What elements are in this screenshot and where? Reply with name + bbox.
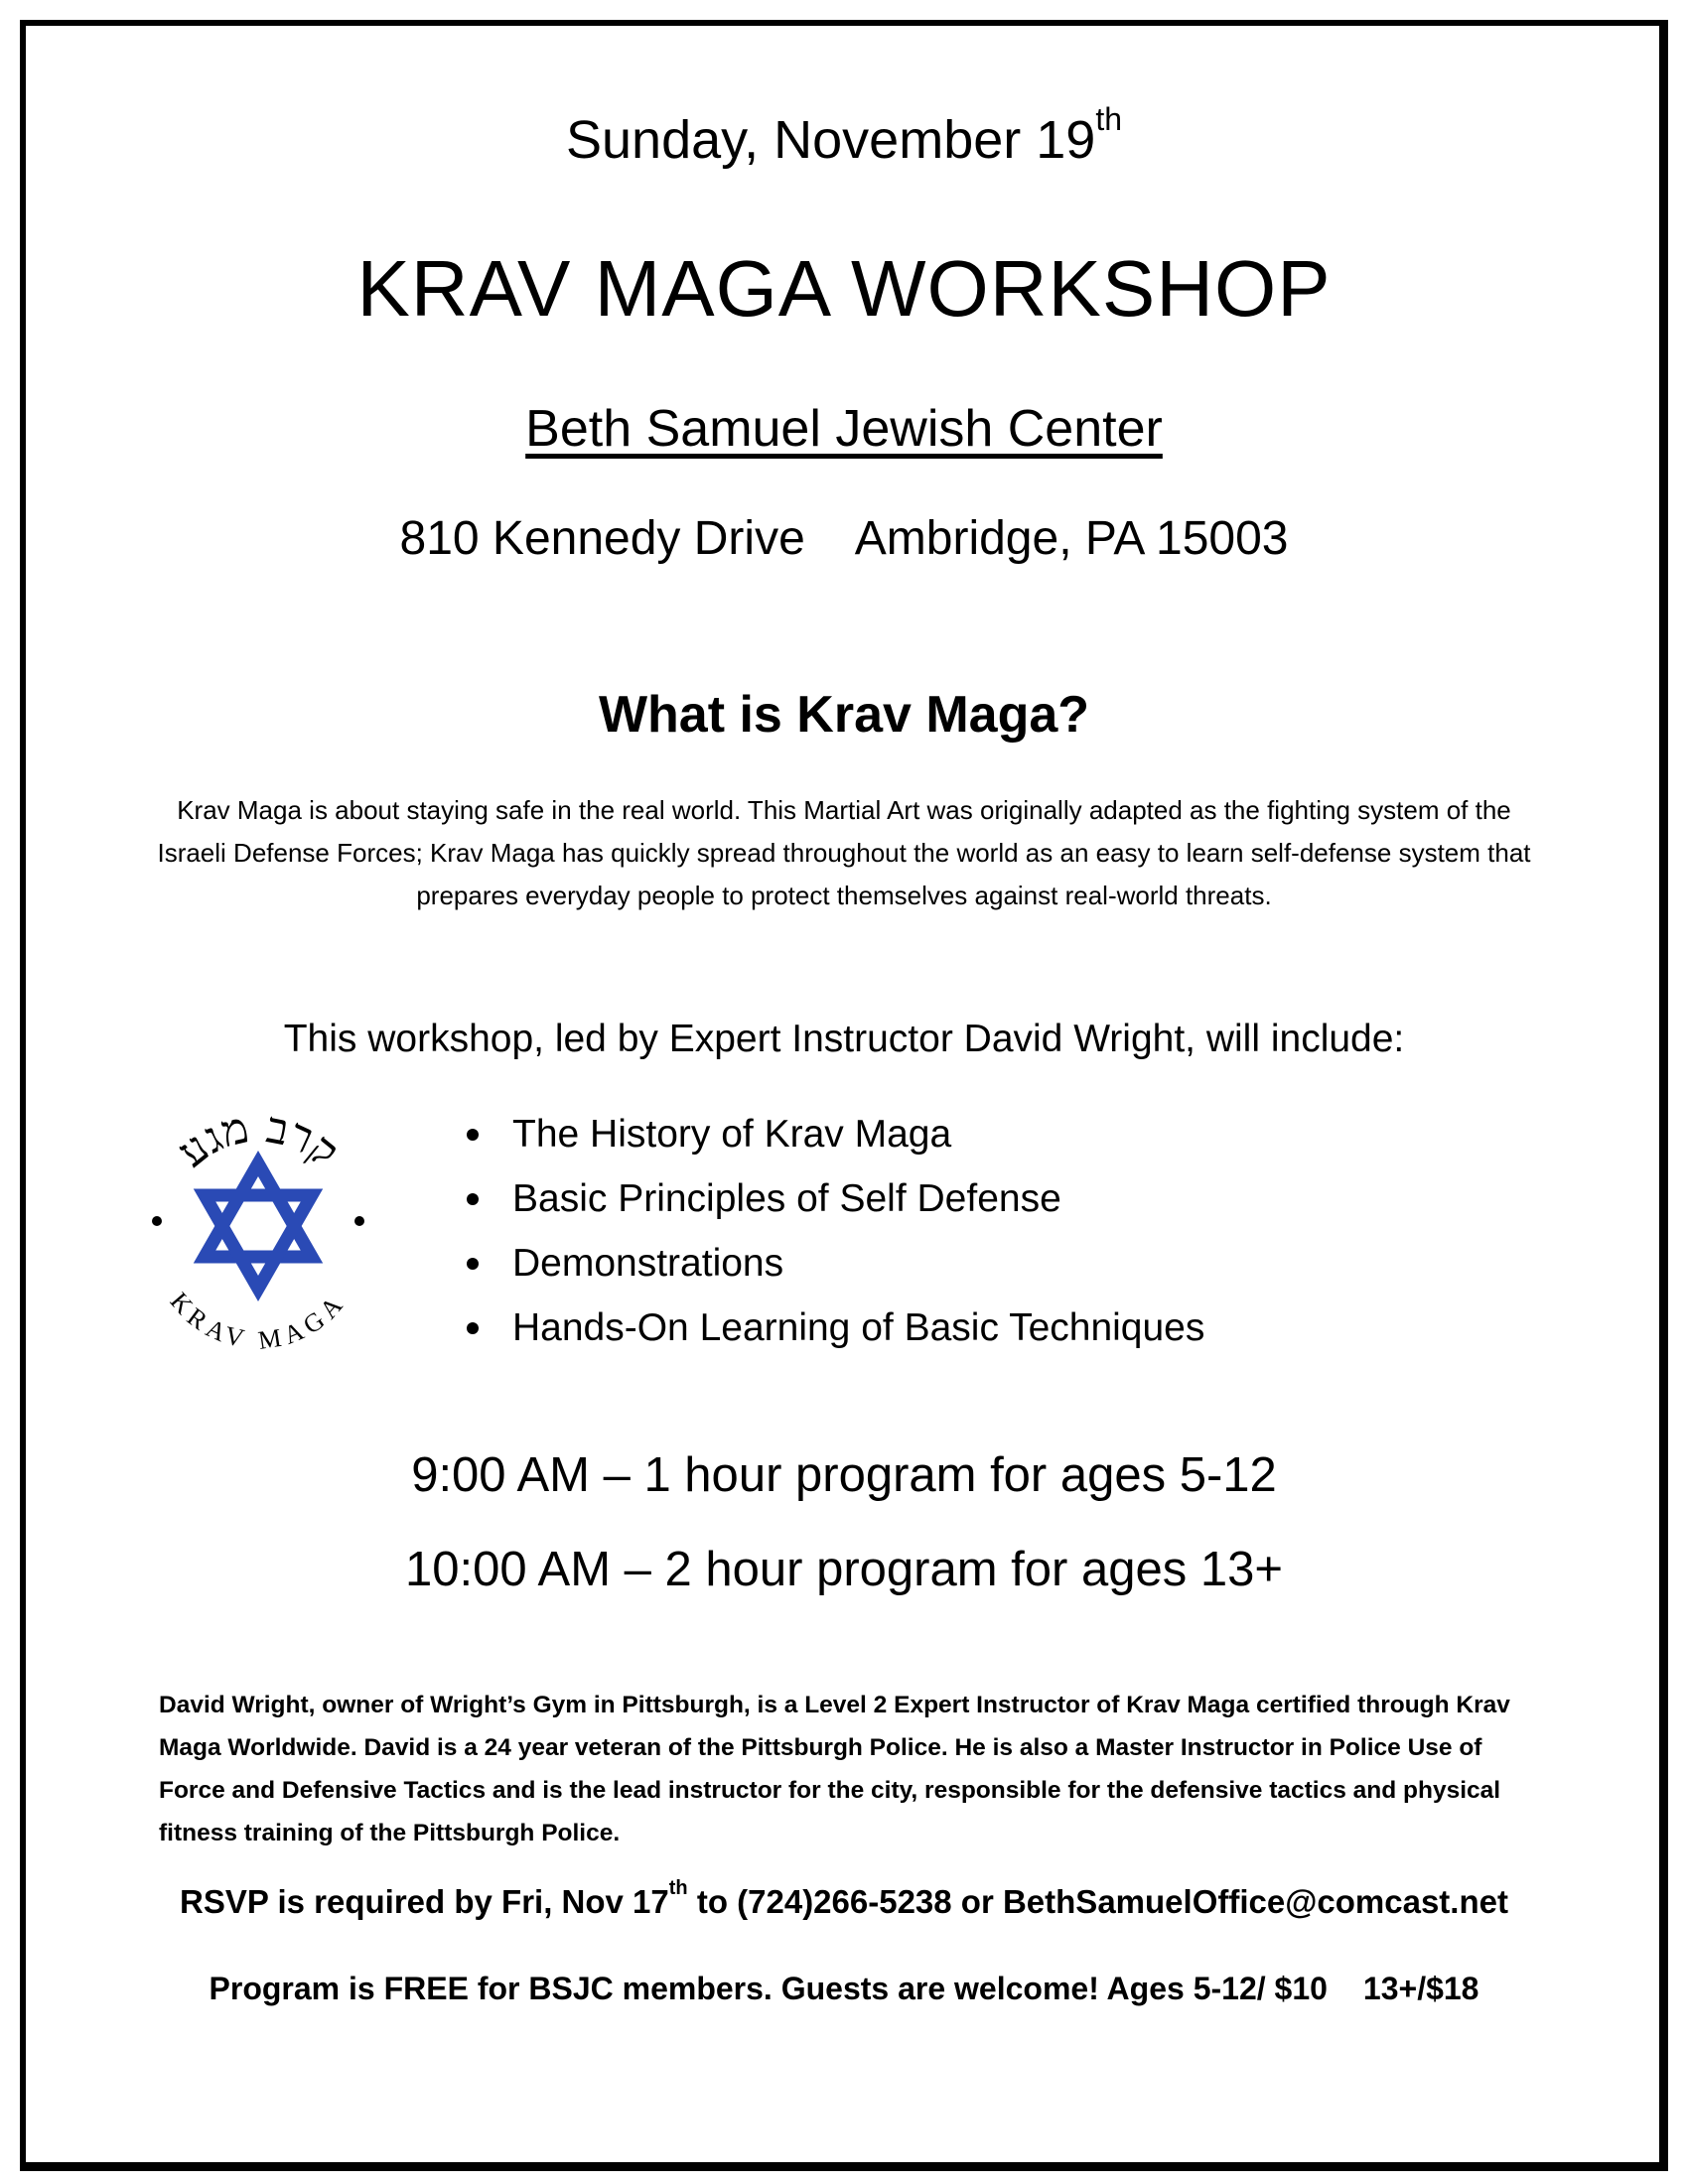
krav-maga-logo [129,1102,387,1360]
address-street: 810 Kennedy Drive [399,512,805,565]
pricing-line [0,1971,1688,2007]
date-suffix: th [1095,101,1122,137]
venue-name: Beth Samuel Jewish Center [525,400,1163,458]
schedule-kids: 9:00 AM – 1 hour program for ages 5-12 [411,1448,1277,1502]
instructor-bio: David Wright, owner of Wright’s Gym in Pittsburgh, is a Level 2 Expert Instructor of Krav Maga certified through Krav Maga Worldwide. David is a 24 year veteran of the Pittsburgh Police. He is also a Master Instructor in Police Use of Force and Defensive Tactics and is the lead instructor for the city, responsible for the defensive tactics and physical fitness training of the Pittsburgh Police. [159,1692,1510,1846]
pricing-teen: 13+/$18 [1362,1971,1479,2006]
address-city: Ambridge, PA 15003 [854,512,1289,565]
list-item: Basic Principles of Self Defense [467,1166,1204,1231]
list-item: Hands-On Learning of Basic Techniques [467,1296,1204,1360]
event-date [0,101,1688,171]
rsvp-contact: to (724)266-5238 or BethSamuelOffice@comcast.net [687,1883,1508,1920]
logo-ring-text: KRAV MAGA [164,1287,352,1355]
section-heading: What is Krav Maga? [598,686,1090,744]
workshop-topics [467,1102,1204,1360]
logo-hebrew-text: קרב מגע [168,1102,349,1178]
about-paragraph: Krav Maga is about staying safe in the real world. This Martial Art was originally adapted as the fighting system of the Israeli Defense Forces; Krav Maga has quickly spread throughout the world as an easy to learn self-defense system that prepares everyday people to protect themselves against real-world threats. [157,795,1531,910]
page-title: KRAV MAGA WORKSHOP [356,244,1332,333]
star-of-david-icon [129,1102,387,1360]
schedule-teens: 10:00 AM – 2 hour program for ages 13+ [405,1543,1283,1596]
venue-address [0,511,1688,566]
list-item: Demonstrations [467,1231,1204,1296]
rsvp-text: RSVP is required by Fri, Nov 17 [180,1883,669,1920]
pricing-text: Program is FREE for BSJC members. Guests are welcome! Ages 5-12/ $10 [209,1971,1328,2006]
rsvp-line [0,1877,1688,1921]
list-item: The History of Krav Maga [467,1102,1204,1166]
rsvp-suffix: th [668,1877,688,1899]
date-text: Sunday, November 19 [566,110,1096,170]
workshop-intro: This workshop, led by Expert Instructor David Wright, will include: [283,1018,1405,1060]
